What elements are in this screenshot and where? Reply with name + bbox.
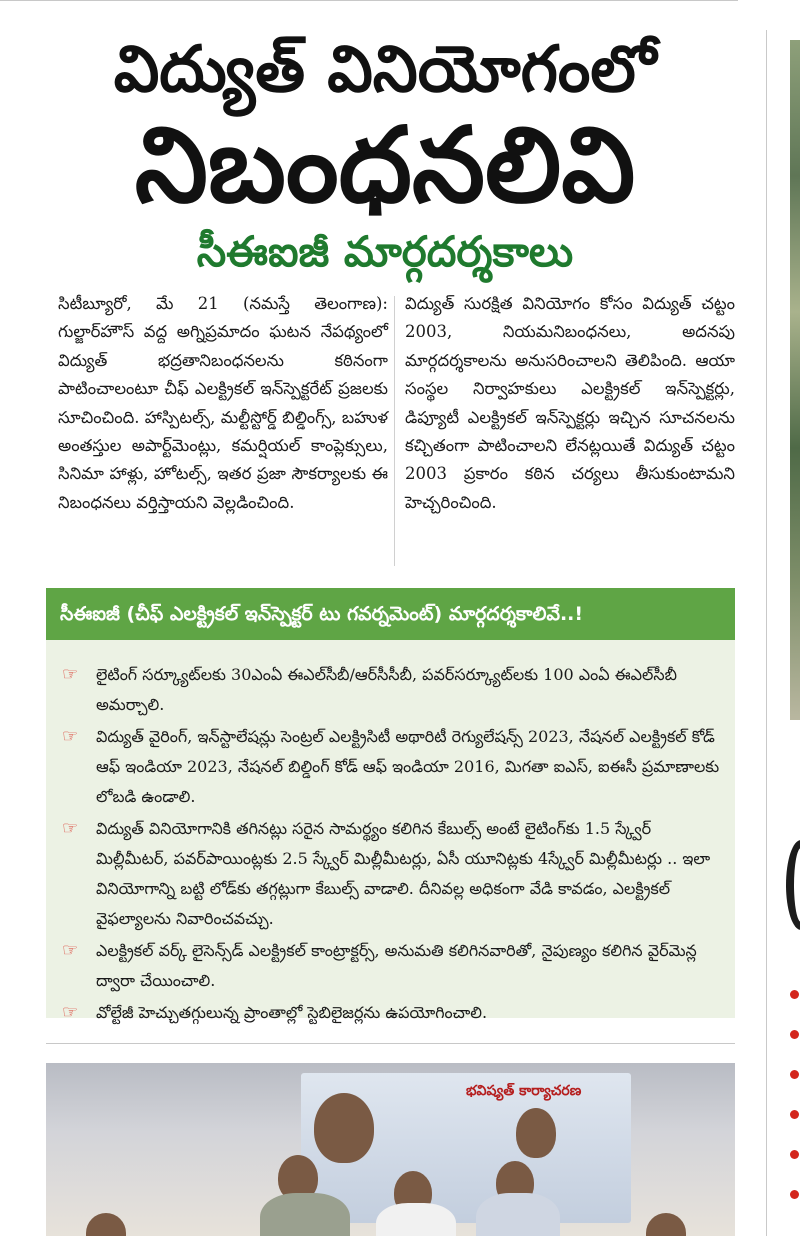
guideline-text: ఎలక్ట్రికల్‌ వర్క్‌ లైసెన్స్‌డ్‌ ఎలక్ట్రికల్‌ కాంట్రాక్టర్స్‌, అనుమతి కలిగినవారితో, నైపుణ్యం కలిగిన వైర్‌మెన్ల ద్వారా చేయించాలి. (96, 941, 697, 990)
guideline-text: విద్యుత్‌ వినియోగానికి తగినట్లు సరైన సామర్థ్యం కలిగిన కేబుల్స్‌ అంటే లైటింగ్‌కు 1.5 స్క్వేర్‌ మిల్లీమీటర్‌, పవర్‌పాయింట్లకు 2.5 స్క్వేర్‌ మిల్లీమీటర్లు, ఏసీ యూనిట్లకు 4స్క్వేర్‌ మిల్లీమీటర్లు .. ఇలా వినియోగాన్ని బట్టి లోడ్‌కు తగ్గట్లుగా కేబుల్స్‌ వాడాలి. దీనివల్ల అధికంగా వేడి కావడం, ఎలక్ట్రికల్‌ వైఫల్యాలను నివారించవచ్చు. (96, 819, 711, 928)
pointing-hand-icon: ☞ (62, 940, 79, 961)
photo-person-shirt (476, 1193, 560, 1236)
photo-person (516, 1108, 556, 1158)
headline-line-1: విద్యుత్‌ వినియోగంలో (113, 33, 657, 107)
pointing-hand-icon: ☞ (62, 1002, 79, 1023)
photo-banner-text: భవిష్యత్‌ కార్యాచరణ (466, 1083, 582, 1099)
guideline-item (62, 814, 722, 934)
guideline-item (62, 722, 722, 812)
photo-person (646, 1213, 686, 1236)
guidelines-list (62, 660, 722, 1030)
photo-person-shirt (260, 1193, 350, 1236)
guideline-text: లైటింగ్‌ సర్క్యూట్‌లకు 30ఎంఏ ఈఎల్‌సీబీ/ఆర్‌సీసీబీ, పవర్‌సర్క్యూట్‌లకు 100 ఎంఏ ఈఎల్‌సీబీ అమర్చాలి. (96, 665, 677, 714)
photo-rule (46, 1043, 735, 1044)
adjacent-photo-strip (790, 40, 800, 720)
guideline-item (62, 936, 722, 996)
pointing-hand-icon: ☞ (62, 664, 79, 685)
guideline-item (62, 660, 722, 720)
pointing-hand-icon: ☞ (62, 818, 79, 839)
guidelines-header: సీఈఐజీ (చీఫ్‌ ఎలక్ట్రికల్‌ ఇన్‌స్పెక్టర్‌ టు గవర్నమెంట్‌) మార్గదర్శకాలివే..! (46, 588, 735, 640)
article-column-divider (394, 296, 395, 566)
article-column-right: విద్యుత్‌ సురక్షిత వినియోగం కోసం విద్యుత్‌ చట్టం 2003, నియమనిబంధనలు, అదనపు మార్గదర్శకాలను అనుసరించాలని తెలిపింది. ఆయా సంస్థల నిర్వాహకులు ఎలక్ట్రికల్‌ ఇన్‌స్పెక్టర్లు, డిప్యూటీ ఎలక్ట్రికల్‌ ఇన్‌స్పెక్టర్లు ఇచ్చిన సూచనలను కచ్చితంగా పాటించాలని లేనట్లయితే విద్యుత్‌ చట్టం 2003 ప్రకారం కఠిన చర్యలు తీసుకుంటామని హెచ్చరించింది. (405, 294, 735, 512)
subheadline: సీఈఐజీ మార్గదర్శకాలు (196, 227, 574, 276)
photo-person (86, 1213, 126, 1236)
event-photo (46, 1063, 735, 1236)
article-column-left: సిటీబ్యూరో, మే 21 (నమస్తే తెలంగాణ): గుల్జార్‌హౌస్‌ వద్ద అగ్నిప్రమాదం ఘటన నేపథ్యంలో విద్యుత్‌ భద్రతానిబంధనలను కఠినంగా పాటించాలంటూ చీఫ్‌ ఎలక్ట్రికల్‌ ఇన్‌స్పెక్టరేట్‌ ప్రజలకు సూచించింది. హాస్పిటల్స్‌, మల్టీస్టోర్డ్‌ బిల్డింగ్స్‌, బహుళ అంతస్తుల అపార్ట్‌మెంట్లు, కమర్షియల్‌ కాంప్లెక్సులు, సినిమా హాళ్లు, హోటల్స్‌, ఇతర ప్రజా సౌకర్యాలకు ఈ నిబంధనలు వర్తిస్తాయని వెల్లడించింది. (58, 294, 388, 512)
column-divider (766, 30, 767, 1236)
adjacent-bullets (790, 990, 800, 1230)
top-rule (0, 0, 738, 7)
adjacent-graphic (786, 840, 800, 930)
guideline-text: విద్యుత్‌ వైరింగ్‌, ఇన్‌స్టాలేషన్లు సెంట్రల్‌ ఎలక్ట్రిసిటీ అథారిటీ రెగ్యులేషన్స్‌ 2023, నేషనల్‌ ఎలక్ట్రికల్‌ కోడ్‌ ఆఫ్‌ ఇండియా 2023, నేషనల్‌ బిల్డింగ్‌ కోడ్‌ ఆఫ్‌ ఇండియా 2016, మిగతా ఐఎస్‌, ఐఈసీ ప్రమాణాలకు లోబడి ఉండాలి. (96, 727, 720, 806)
pointing-hand-icon: ☞ (62, 726, 79, 747)
guideline-text: వోల్టేజీ హెచ్చుతగ్గులున్న ప్రాంతాల్లో స్టెబిలైజర్లను ఉపయోగించాలి. (96, 1003, 488, 1022)
photo-person (314, 1093, 374, 1163)
guideline-item (62, 998, 722, 1028)
headline-line-2: నిబంధనలివి (134, 104, 636, 226)
photo-person-shirt (376, 1203, 456, 1236)
